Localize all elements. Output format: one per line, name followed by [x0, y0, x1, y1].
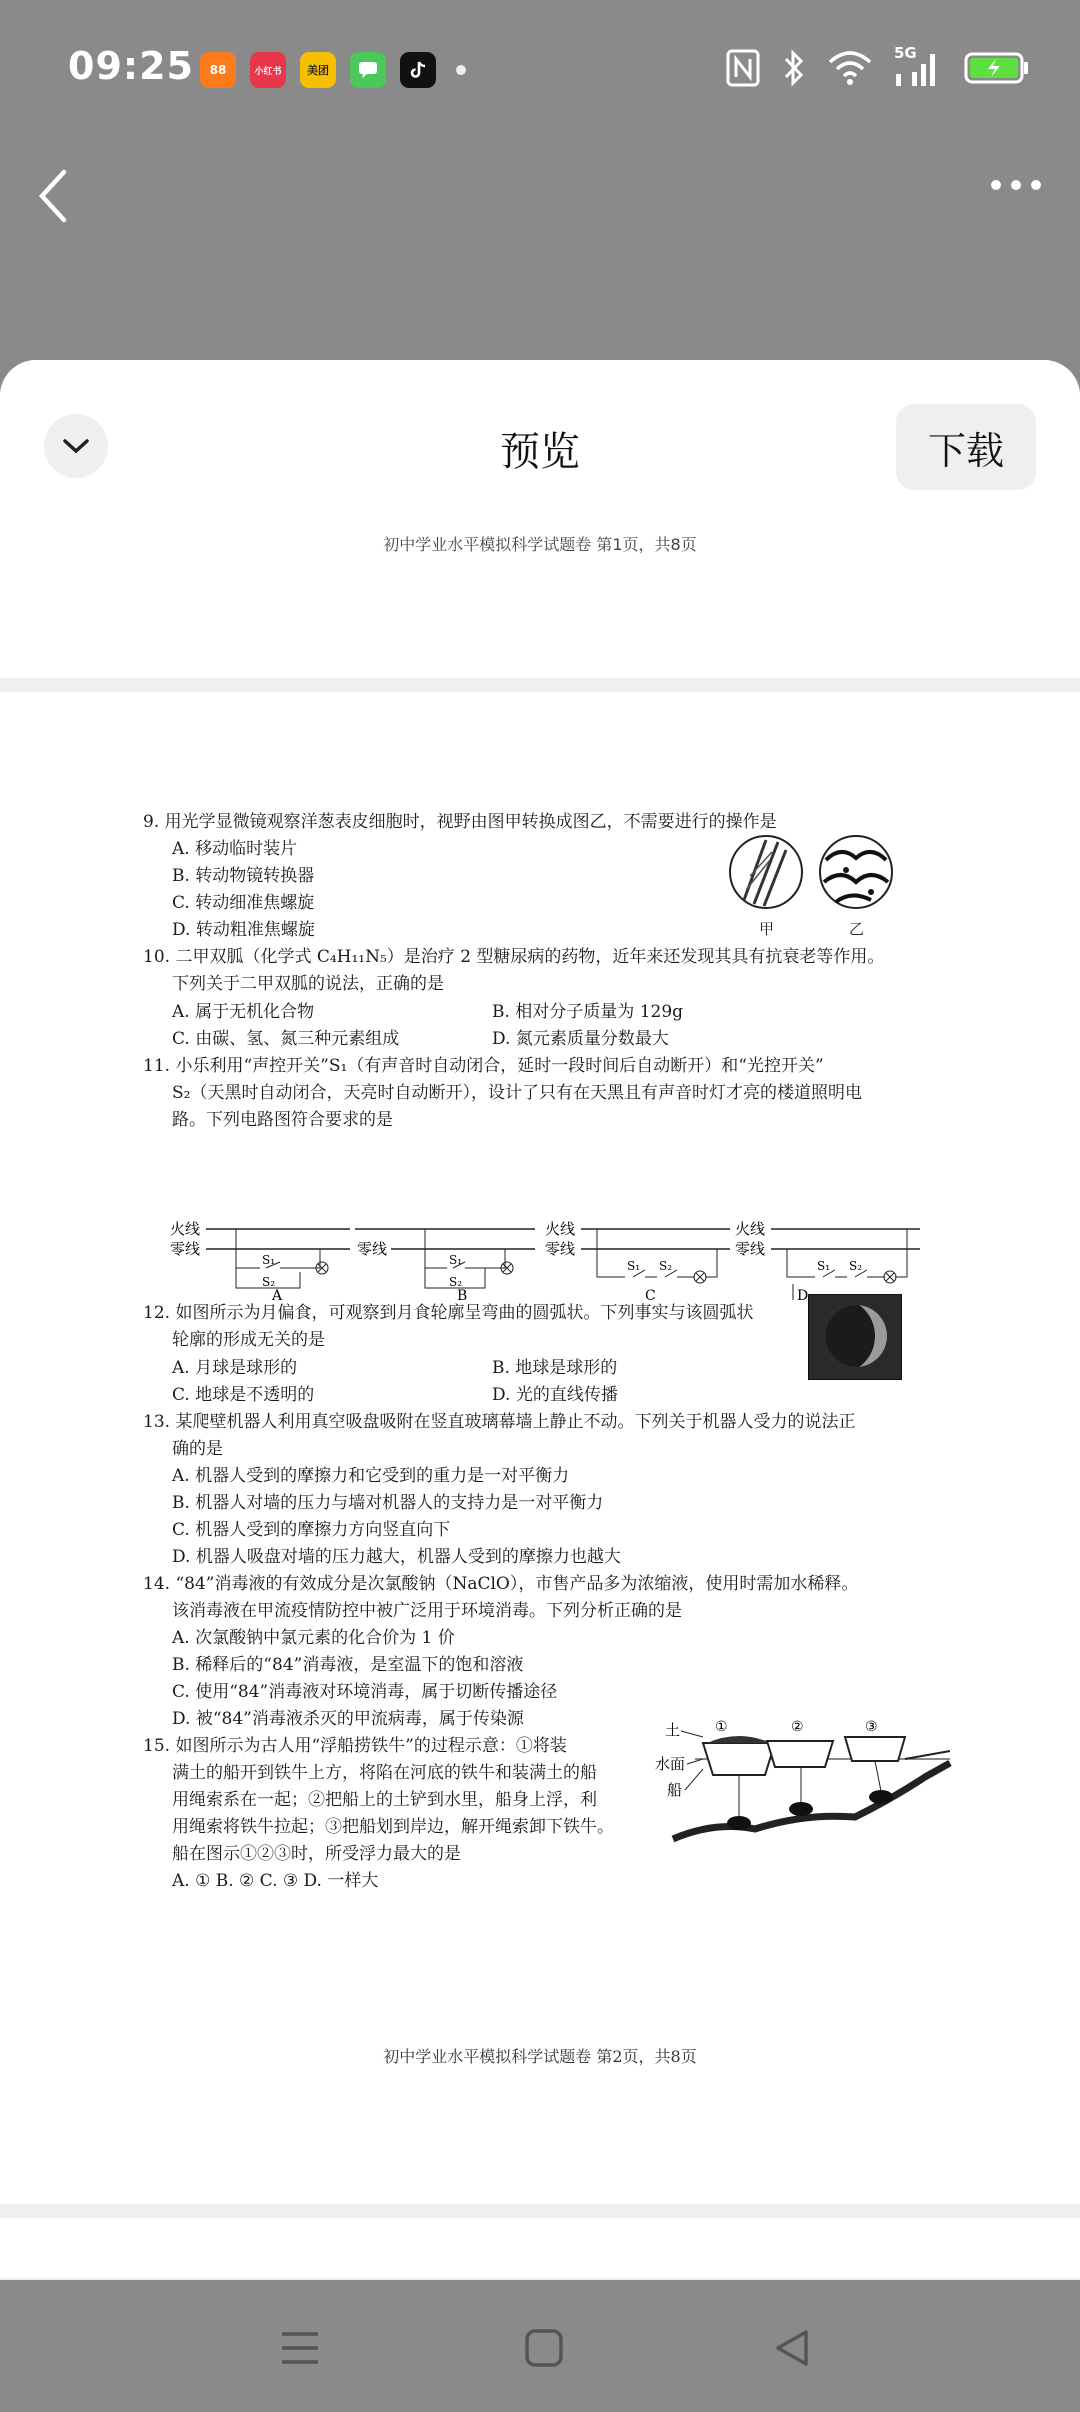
cellular-signal-icon	[894, 44, 942, 88]
question-line: 路。下列电路图符合要求的是	[172, 1110, 393, 1130]
question-line: 12. 如图所示为月偏食，可观察到月食轮廓呈弯曲的圆弧状。下列事实与该圆弧状	[143, 1303, 754, 1323]
question-line: 9. 用光学显微镜观察洋葱表皮细胞时，视野由图甲转换成图乙，不需要进行的操作是	[143, 812, 777, 832]
question-line: C. 转动细准焦螺旋	[172, 893, 315, 913]
sheet-title: 预览	[500, 429, 580, 475]
notification-icons	[200, 52, 466, 88]
question-line: C. 地球是不透明的	[172, 1385, 315, 1405]
question-line: A. ① B. ② C. ③ D. 一样大	[172, 1871, 379, 1891]
svg-text:船: 船	[667, 1781, 683, 1799]
question-line: 下列关于二甲双胍的说法，正确的是	[172, 974, 444, 994]
question-line: A. 移动临时装片	[172, 839, 298, 859]
question-line: D. 氮元素质量分数最大	[492, 1029, 669, 1049]
question-line: 满土的船开到铁牛上方，将陷在河底的铁牛和装满土的船	[172, 1763, 597, 1783]
svg-text:S₁: S₁	[627, 1259, 641, 1273]
question-line: B. 机器人对墙的压力与墙对机器人的支持力是一对平衡力	[172, 1493, 604, 1513]
messages-icon	[350, 52, 386, 88]
question-line: A. 月球是球形的	[172, 1358, 298, 1378]
svg-text:②: ②	[791, 1719, 804, 1735]
back-icon[interactable]	[34, 164, 74, 228]
circuit-c	[545, 1220, 730, 1302]
recent-apps-icon[interactable]	[280, 2328, 320, 2368]
wifi-icon	[828, 50, 872, 86]
question-line: D. 被“84”消毒液杀灭的甲流病毒，属于传染源	[172, 1709, 524, 1729]
xiaohongshu-icon: 小红书	[250, 52, 286, 88]
circuit-options-figure	[170, 1212, 920, 1302]
back-nav-icon[interactable]	[772, 2328, 812, 2368]
question-line: D. 转动粗准焦螺旋	[172, 920, 315, 940]
network-type: 5G	[894, 44, 917, 62]
svg-text:D: D	[797, 1288, 809, 1302]
svg-text:土: 土	[665, 1721, 681, 1739]
svg-text:A: A	[272, 1288, 283, 1302]
question-line: 11. 小乐利用“声控开关”S₁（有声音时自动闭合，延时一段时间后自动断开）和“光控开关”	[143, 1056, 824, 1076]
question-line: B. 相对分子质量为 129g	[492, 1002, 684, 1022]
svg-text:S₂: S₂	[849, 1259, 863, 1273]
svg-text:水面: 水面	[655, 1755, 686, 1773]
question-line: 用绳索系在一起；②把船上的土铲到水里，船身上浮，利	[172, 1790, 597, 1810]
more-notifications-dot	[456, 65, 466, 75]
svg-text:③: ③	[865, 1719, 878, 1735]
page-nav-row	[0, 150, 1080, 230]
question-line: 该消毒液在甲流疫情防控中被广泛用于环境消毒。下列分析正确的是	[172, 1601, 682, 1621]
preview-sheet	[0, 360, 1080, 2280]
question-line: 10. 二甲双胍（化学式 C₄H₁₁N₅）是治疗 2 型糖尿病的药物，近年来还发现其具有抗衰老等作用。	[143, 947, 885, 967]
battery-icon	[964, 51, 1030, 85]
svg-text:火线: 火线	[735, 1220, 766, 1238]
svg-text:S₁: S₁	[449, 1253, 463, 1267]
svg-text:零线: 零线	[357, 1240, 388, 1258]
question-line: 用绳索将铁牛拉起；③把船划到岸边，解开绳索卸下铁牛。	[172, 1817, 614, 1837]
douyin-icon	[400, 52, 436, 88]
nfc-icon	[726, 49, 760, 87]
circuit-a	[170, 1220, 350, 1302]
previous-page	[0, 530, 1080, 678]
svg-text:S₂: S₂	[262, 1275, 276, 1289]
question-line: S₂（天黑时自动闭合，天亮时自动断开），设计了只有在天黑且有声音时灯才亮的楼道照明电	[172, 1083, 862, 1103]
question-line: 15. 如图所示为古人用“浮船捞铁牛”的过程示意：①将装	[143, 1736, 567, 1756]
fig9-label-b: 乙	[849, 920, 865, 938]
svg-text:S₂: S₂	[449, 1275, 463, 1289]
question-line: D. 光的直线传播	[492, 1385, 618, 1405]
taobao-icon: 88	[200, 52, 236, 88]
prev-page-footer: 初中学业水平模拟科学试题卷 第1页，共8页	[383, 535, 697, 554]
question-line: C. 机器人受到的摩擦力方向竖直向下	[172, 1520, 451, 1540]
document-viewer[interactable]	[0, 530, 1080, 2280]
home-icon[interactable]	[524, 2328, 564, 2368]
more-options-icon[interactable]	[990, 178, 1042, 192]
clock: 09:25	[68, 44, 194, 88]
system-nav-bar	[0, 2280, 1080, 2412]
question-line: B. 转动物镜转换器	[172, 866, 315, 886]
svg-text:C: C	[645, 1288, 656, 1302]
iron-ox-figure	[655, 1717, 955, 1852]
status-bar	[0, 0, 1080, 140]
question-line: 船在图示①②③时，所受浮力最大的是	[172, 1844, 461, 1864]
circuit-d	[735, 1220, 920, 1302]
bluetooth-icon	[782, 49, 806, 87]
svg-text:①: ①	[715, 1719, 728, 1735]
download-button[interactable]: 下载	[896, 404, 1036, 490]
next-page	[0, 2218, 1080, 2278]
meituan-icon: 美团	[300, 52, 336, 88]
svg-text:零线: 零线	[545, 1240, 576, 1258]
svg-text:S₁: S₁	[817, 1259, 831, 1273]
lunar-eclipse-image	[808, 1294, 902, 1380]
system-icons	[726, 44, 1030, 88]
question-line: A. 属于无机化合物	[172, 1002, 315, 1022]
question-line: C. 使用“84”消毒液对环境消毒，属于切断传播途径	[172, 1682, 558, 1702]
question-line: A. 机器人受到的摩擦力和它受到的重力是一对平衡力	[172, 1466, 570, 1486]
svg-text:S₁: S₁	[262, 1253, 276, 1267]
sheet-header	[0, 360, 1080, 530]
svg-text:零线: 零线	[170, 1240, 201, 1258]
fig9-label-a: 甲	[759, 920, 775, 938]
svg-text:B: B	[457, 1288, 468, 1302]
question-line: C. 由碳、氢、氮三种元素组成	[172, 1029, 400, 1049]
question-line: 确的是	[172, 1439, 223, 1459]
microscope-figure	[726, 830, 906, 945]
question-line: 轮廓的形成无关的是	[172, 1330, 325, 1350]
question-line: B. 地球是球形的	[492, 1358, 618, 1378]
question-line: 13. 某爬壁机器人利用真空吸盘吸附在竖直玻璃幕墙上静止不动。下列关于机器人受力的说法正	[143, 1412, 856, 1432]
svg-text:零线: 零线	[735, 1240, 766, 1258]
circuit-b	[355, 1229, 535, 1302]
document-page	[0, 692, 1080, 2204]
svg-text:火线: 火线	[545, 1220, 576, 1238]
question-line: A. 次氯酸钠中氯元素的化合价为 1 价	[172, 1628, 455, 1648]
question-line: B. 稀释后的“84”消毒液，是室温下的饱和溶液	[172, 1655, 524, 1675]
question-line: D. 机器人吸盘对墙的压力越大，机器人受到的摩擦力也越大	[172, 1547, 621, 1567]
question-line: 14. “84”消毒液的有效成分是次氯酸钠（NaClO），市售产品多为浓缩液，使用时需加水稀释。	[143, 1574, 859, 1594]
svg-text:火线: 火线	[170, 1220, 201, 1238]
page-footer: 初中学业水平模拟科学试题卷 第2页，共8页	[383, 2047, 697, 2066]
svg-text:S₂: S₂	[659, 1259, 673, 1273]
